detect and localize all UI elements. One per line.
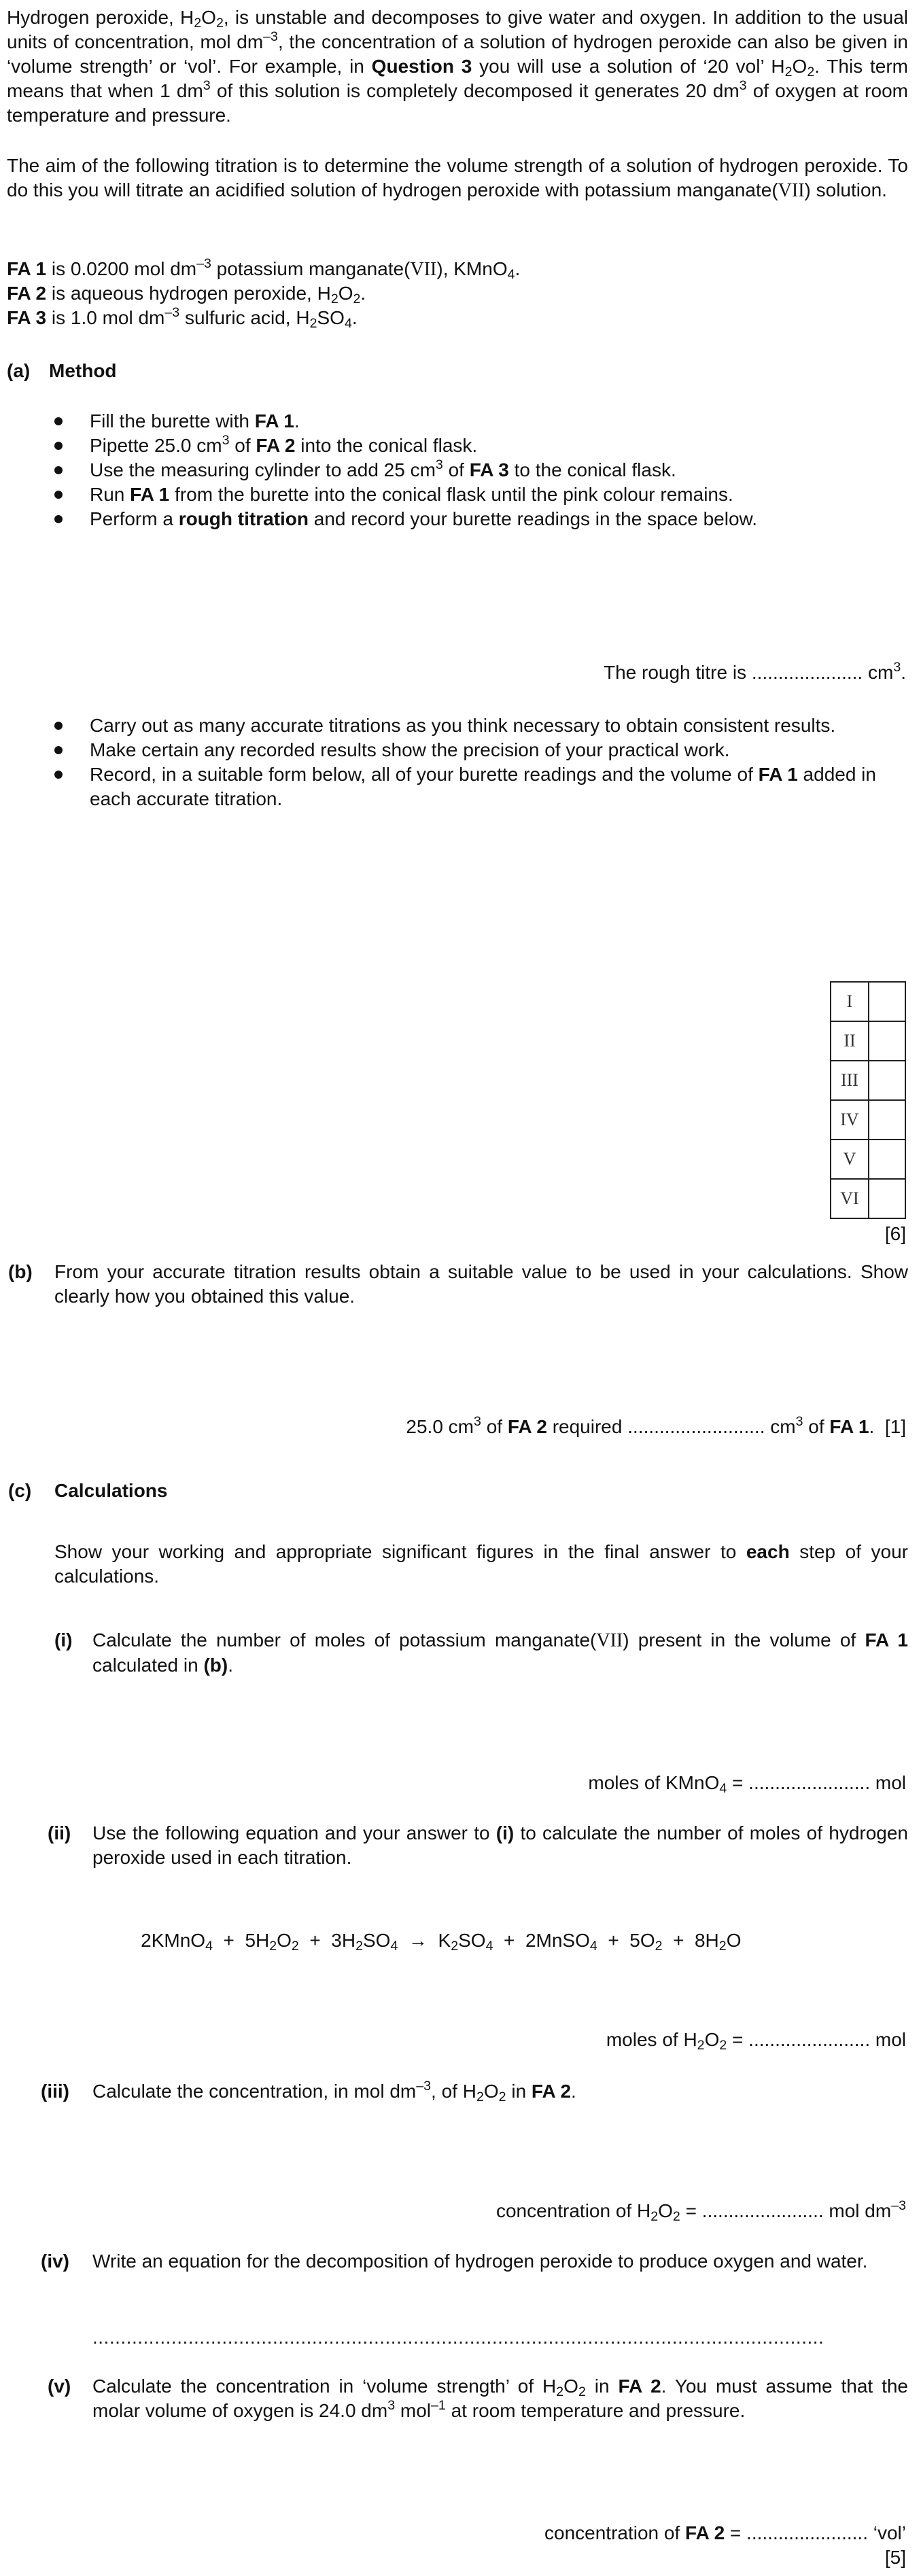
grid-box	[869, 1140, 905, 1179]
method-step-4: Run FA 1 from the burette into the conical flask until the pink colour remains.	[90, 482, 905, 507]
method-step-1: Fill the burette with FA 1.	[90, 409, 905, 434]
part-a-marks: [6]	[884, 1223, 906, 1244]
part-c-i-answer: moles of KMnO$_4$ = ....................... mol	[588, 1772, 906, 1796]
bullet-icon	[54, 746, 63, 754]
part-c-iii-question: Calculate the concentration, in mol $dm^{-3}$, of $H_2O_2$ in FA 2.	[92, 2079, 576, 2104]
part-c-v-label: (v)	[48, 2376, 71, 2397]
bullet-icon	[54, 417, 63, 425]
part-c-iv-label: (iv)	[41, 2251, 69, 2272]
grid-label-4: IV	[831, 1100, 869, 1140]
bullet-icon	[54, 722, 63, 730]
part-c-marks: [5]	[884, 2547, 906, 2568]
grid-label-3: III	[831, 1061, 869, 1100]
part-c-v-question: Calculate the concentration in ‘volume strength’ of $H_2O_2$ in FA 2. You must assume that the molar volume of oxygen is 24.0 $dm^3$ mol$^{-1}$ at room temperature and pressure.	[92, 2376, 909, 2421]
method-steps	[90, 409, 905, 531]
reagent-fa3: FA 3 is 1.0 mol $dm^{-3}$ sulfuric acid, $H_2SO_4$.	[7, 305, 358, 331]
grid-label-6: VI	[831, 1179, 869, 1218]
reaction-equation: 2KMnO$_4$ + $5H_2O_2 + 3H_2SO_4 \to K_2SO_4$ + 2MnSO$_4$ + $5O_2 + 8H_2O$	[141, 1930, 742, 1954]
part-c-ii-question: Use the following equation and your answer to (i) to calculate the number of moles of hydrogen peroxide used in each titration.	[92, 1822, 908, 1868]
rough-titre-answer: The rough titre is ..................... $cm^3$.	[603, 660, 906, 683]
bullet-icon	[54, 466, 63, 474]
bullet-icon	[54, 491, 63, 499]
part-c-iv-answer-line: ..................................................................................................................................	[92, 2327, 824, 2348]
part-b-answer: 25.0 $cm^3$ of FA 2 required .......................... $cm^3$ of FA 1. [1]	[406, 1414, 906, 1437]
part-c-i-label: (i)	[54, 1629, 73, 1651]
grid-label-5: V	[831, 1140, 869, 1179]
part-b-marks: [1]	[884, 1416, 906, 1437]
grid-box	[869, 1100, 905, 1140]
part-b-question: From your accurate titration results obtain a suitable value to be used in your calculations. Show clearly how you obtained this value.	[54, 1261, 908, 1307]
method-step-5: Perform a rough titration and record your burette readings in the space below.	[90, 507, 905, 531]
part-c-iv-question: Write an equation for the decomposition of hydrogen peroxide to produce oxygen and water.	[92, 2251, 868, 2272]
grid-box	[869, 1021, 905, 1061]
part-a-label: (a)	[7, 360, 31, 381]
examiner-mark-grid	[830, 981, 906, 1219]
part-c-intro: Show your working and appropriate significant figures in the final answer to each step of your calculations.	[54, 1541, 908, 1587]
method-step-2: Pipette 25.0 $cm^3$ of FA 2 into the conical flask.	[90, 434, 905, 458]
part-c-title: Calculations	[54, 1480, 168, 1501]
reagent-fa2: FA 2 is aqueous hydrogen peroxide, $H_2O_2$.	[7, 283, 366, 306]
grid-box	[869, 1179, 905, 1218]
note-2: Make certain any recorded results show the precision of your practical work.	[90, 738, 908, 762]
arrow-icon: →	[398, 1930, 438, 1951]
bullet-icon	[54, 515, 63, 523]
intro-paragraph-2: The aim of the following titration is to determine the volume strength of a solution of hydrogen peroxide. To do this you will titrate an acidified solution of hydrogen peroxide with potassium manganate(VII) solution.	[7, 155, 908, 201]
part-c-label: (c)	[8, 1480, 32, 1501]
intro-paragraph-1: Hydrogen peroxide, $H_2O_2$, is unstable and decomposes to give water and oxygen. In addition to the usual units of concentration, mol $dm^{-3}$, the concentration of a solution of hydrogen peroxide can also be given in ‘volume strength’ or ‘vol’. For example, in Question 3 you will use a solution of ‘20 vol’ $H_2O_2$. This term means that when 1 $dm^3$ of this solution is completely decomposed it generates 20 $dm^3$ of oxygen at room temperature and pressure.	[7, 7, 908, 126]
grid-box	[869, 1061, 905, 1100]
part-c-ii-answer: moles of $H_2O_2$ = ....................... mol	[606, 2029, 906, 2053]
part-c-iii-label: (iii)	[41, 2081, 69, 2102]
part-c-ii-label: (ii)	[48, 1822, 71, 1843]
note-3: Record, in a suitable form below, all of your burette readings and the volume of FA 1 added in each accurate titration.	[90, 762, 908, 811]
bullet-icon	[54, 442, 63, 450]
note-1: Carry out as many accurate titrations as you think necessary to obtain consistent results.	[90, 713, 908, 738]
part-c-v-answer: concentration of FA 2 = ....................... ‘vol’	[544, 2522, 906, 2543]
reagent-fa1: FA 1 is 0.0200 mol $dm^{-3}$ potassium manganate(VII), KMnO$_4$.	[7, 256, 521, 282]
grid-label-2: II	[831, 1021, 869, 1061]
part-a-title: Method	[49, 360, 117, 381]
bullet-icon	[54, 771, 63, 779]
method-step-3: Use the measuring cylinder to add 25 $cm^3$ of FA 3 to the conical flask.	[90, 458, 905, 482]
part-c-iii-answer: concentration of $H_2O_2$ = ....................... mol $dm^{-3}$	[496, 2198, 906, 2224]
grid-box	[869, 982, 905, 1021]
grid-label-1: I	[831, 982, 869, 1021]
part-c-i-question: Calculate the number of moles of potassium manganate(VII) present in the volume of FA 1 calculated in (b).	[92, 1629, 908, 1676]
part-b-label: (b)	[8, 1261, 33, 1282]
accurate-titration-notes	[90, 713, 908, 811]
